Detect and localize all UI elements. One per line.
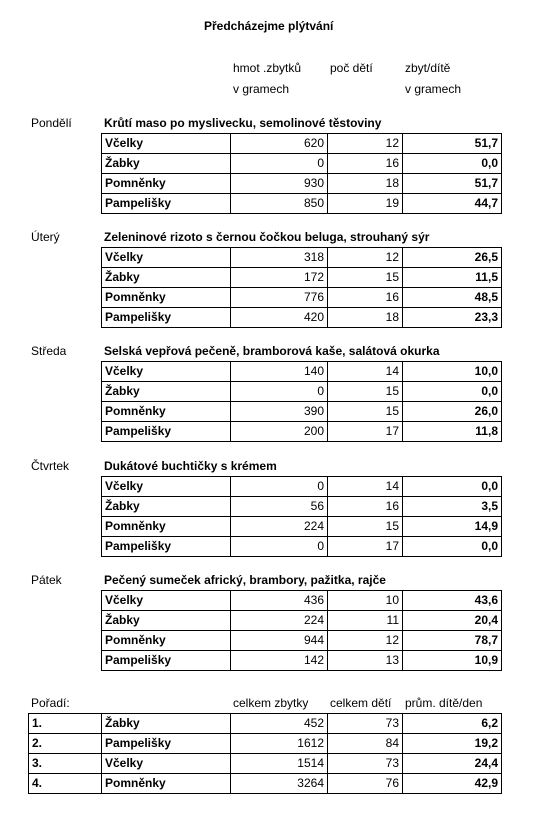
total-kids: 73 [328, 714, 403, 734]
waste-weight: 172 [231, 268, 328, 288]
day-label: Úterý [31, 230, 60, 244]
waste-weight: 224 [231, 517, 328, 537]
table-row [102, 611, 502, 631]
class-name: Pomněnky [102, 774, 231, 794]
avg-per-child-day: 19,2 [403, 734, 502, 754]
waste-per-child: 48,5 [403, 288, 502, 308]
kids-count: 15 [328, 517, 403, 537]
waste-weight: 944 [231, 631, 328, 651]
header-perchild-line2: v gramech [405, 82, 462, 96]
day-table [101, 476, 502, 557]
day-table [101, 590, 502, 671]
kids-count: 16 [328, 154, 403, 174]
kids-count: 15 [328, 268, 403, 288]
kids-count: 18 [328, 308, 403, 328]
class-name: Pampelišky [102, 651, 231, 671]
table-row [102, 362, 502, 382]
waste-weight: 200 [231, 422, 328, 442]
waste-weight: 0 [231, 537, 328, 557]
header-kids: poč dětí [330, 61, 373, 75]
waste-per-child: 51,7 [403, 134, 502, 154]
class-name: Pampelišky [102, 422, 231, 442]
table-row [102, 382, 502, 402]
kids-count: 12 [328, 248, 403, 268]
kids-count: 14 [328, 362, 403, 382]
rank-number: 2. [29, 734, 102, 754]
rank-number: 1. [29, 714, 102, 734]
waste-weight: 0 [231, 382, 328, 402]
waste-weight: 0 [231, 154, 328, 174]
avg-per-child-day: 42,9 [403, 774, 502, 794]
total-waste: 452 [231, 714, 328, 734]
waste-weight: 142 [231, 651, 328, 671]
class-name: Pomněnky [102, 517, 231, 537]
waste-per-child: 23,3 [403, 308, 502, 328]
waste-per-child: 14,9 [403, 517, 502, 537]
waste-per-child: 26,0 [403, 402, 502, 422]
total-waste: 1612 [231, 734, 328, 754]
page-title: Předcházejme plýtvání [204, 19, 334, 33]
class-name: Pampelišky [102, 194, 231, 214]
class-name: Včelky [102, 134, 231, 154]
table-row [102, 402, 502, 422]
class-name: Pomněnky [102, 288, 231, 308]
kids-count: 10 [328, 591, 403, 611]
waste-weight: 420 [231, 308, 328, 328]
waste-per-child: 0,0 [403, 477, 502, 497]
avg-per-child-day: 24,4 [403, 754, 502, 774]
class-name: Žabky [102, 611, 231, 631]
kids-count: 14 [328, 477, 403, 497]
waste-weight: 850 [231, 194, 328, 214]
waste-weight: 436 [231, 591, 328, 611]
waste-per-child: 26,5 [403, 248, 502, 268]
table-row [102, 248, 502, 268]
waste-per-child: 11,8 [403, 422, 502, 442]
waste-weight: 390 [231, 402, 328, 422]
waste-per-child: 0,0 [403, 154, 502, 174]
table-row [29, 734, 502, 754]
waste-weight: 224 [231, 611, 328, 631]
total-kids: 73 [328, 754, 403, 774]
kids-count: 12 [328, 631, 403, 651]
kids-count: 12 [328, 134, 403, 154]
waste-weight: 620 [231, 134, 328, 154]
kids-count: 11 [328, 611, 403, 631]
waste-per-child: 10,0 [403, 362, 502, 382]
header-perchild-line1: zbyt/dítě [405, 61, 451, 75]
kids-count: 19 [328, 194, 403, 214]
total-kids: 84 [328, 734, 403, 754]
waste-weight: 930 [231, 174, 328, 194]
waste-per-child: 51,7 [403, 174, 502, 194]
day-label: Středa [31, 344, 67, 358]
class-name: Žabky [102, 382, 231, 402]
day-table [101, 361, 502, 442]
ranking-table [28, 713, 502, 794]
table-row [102, 154, 502, 174]
class-name: Včelky [102, 477, 231, 497]
class-name: Pomněnky [102, 174, 231, 194]
day-table [101, 247, 502, 328]
table-row [102, 194, 502, 214]
table-row [102, 651, 502, 671]
kids-count: 16 [328, 288, 403, 308]
class-name: Pampelišky [102, 308, 231, 328]
table-row [102, 631, 502, 651]
waste-weight: 0 [231, 477, 328, 497]
class-name: Žabky [102, 268, 231, 288]
ranking-col-avg: prům. dítě/den [405, 696, 483, 710]
rank-number: 4. [29, 774, 102, 794]
waste-per-child: 43,6 [403, 591, 502, 611]
class-name: Žabky [102, 714, 231, 734]
kids-count: 18 [328, 174, 403, 194]
table-row [102, 591, 502, 611]
kids-count: 15 [328, 402, 403, 422]
ranking-col-total-waste: celkem zbytky [233, 696, 309, 710]
waste-per-child: 3,5 [403, 497, 502, 517]
rank-number: 3. [29, 754, 102, 774]
waste-per-child: 20,4 [403, 611, 502, 631]
kids-count: 17 [328, 537, 403, 557]
waste-per-child: 78,7 [403, 631, 502, 651]
waste-per-child: 10,9 [403, 651, 502, 671]
table-row [102, 174, 502, 194]
day-table [101, 133, 502, 214]
table-row [102, 497, 502, 517]
header-weight-line2: v gramech [233, 82, 290, 96]
table-row [102, 517, 502, 537]
class-name: Včelky [102, 591, 231, 611]
waste-per-child: 0,0 [403, 382, 502, 402]
avg-per-child-day: 6,2 [403, 714, 502, 734]
class-name: Žabky [102, 154, 231, 174]
header-weight-line1: hmot .zbytků [233, 61, 302, 75]
total-waste: 3264 [231, 774, 328, 794]
meal-name: Krůtí maso po myslivecku, semolinové těstoviny [104, 116, 382, 130]
waste-per-child: 44,7 [403, 194, 502, 214]
waste-per-child: 11,5 [403, 268, 502, 288]
ranking-label: Pořadí: [31, 696, 70, 710]
waste-weight: 140 [231, 362, 328, 382]
meal-name: Zeleninové rizoto s černou čočkou beluga, strouhaný sýr [104, 230, 430, 244]
waste-weight: 776 [231, 288, 328, 308]
table-row [102, 537, 502, 557]
table-row [102, 288, 502, 308]
class-name: Pomněnky [102, 631, 231, 651]
table-row [102, 268, 502, 288]
class-name: Včelky [102, 362, 231, 382]
table-row [102, 477, 502, 497]
kids-count: 13 [328, 651, 403, 671]
table-row [29, 754, 502, 774]
class-name: Včelky [102, 248, 231, 268]
kids-count: 16 [328, 497, 403, 517]
day-label: Čtvrtek [31, 459, 70, 473]
kids-count: 15 [328, 382, 403, 402]
table-row [29, 774, 502, 794]
meal-name: Selská vepřová pečeně, bramborová kaše, salátová okurka [104, 344, 440, 358]
table-row [102, 308, 502, 328]
meal-name: Dukátové buchtičky s krémem [104, 459, 277, 473]
kids-count: 17 [328, 422, 403, 442]
day-label: Pondělí [31, 116, 72, 130]
table-row [102, 422, 502, 442]
day-label: Pátek [31, 573, 62, 587]
class-name: Pomněnky [102, 402, 231, 422]
total-kids: 76 [328, 774, 403, 794]
class-name: Pampelišky [102, 537, 231, 557]
waste-weight: 318 [231, 248, 328, 268]
class-name: Včelky [102, 754, 231, 774]
meal-name: Pečený sumeček africký, brambory, pažitka, rajče [104, 573, 386, 587]
waste-per-child: 0,0 [403, 537, 502, 557]
total-waste: 1514 [231, 754, 328, 774]
class-name: Žabky [102, 497, 231, 517]
waste-weight: 56 [231, 497, 328, 517]
ranking-col-total-kids: celkem dětí [330, 696, 392, 710]
class-name: Pampelišky [102, 734, 231, 754]
table-row [102, 134, 502, 154]
table-row [29, 714, 502, 734]
